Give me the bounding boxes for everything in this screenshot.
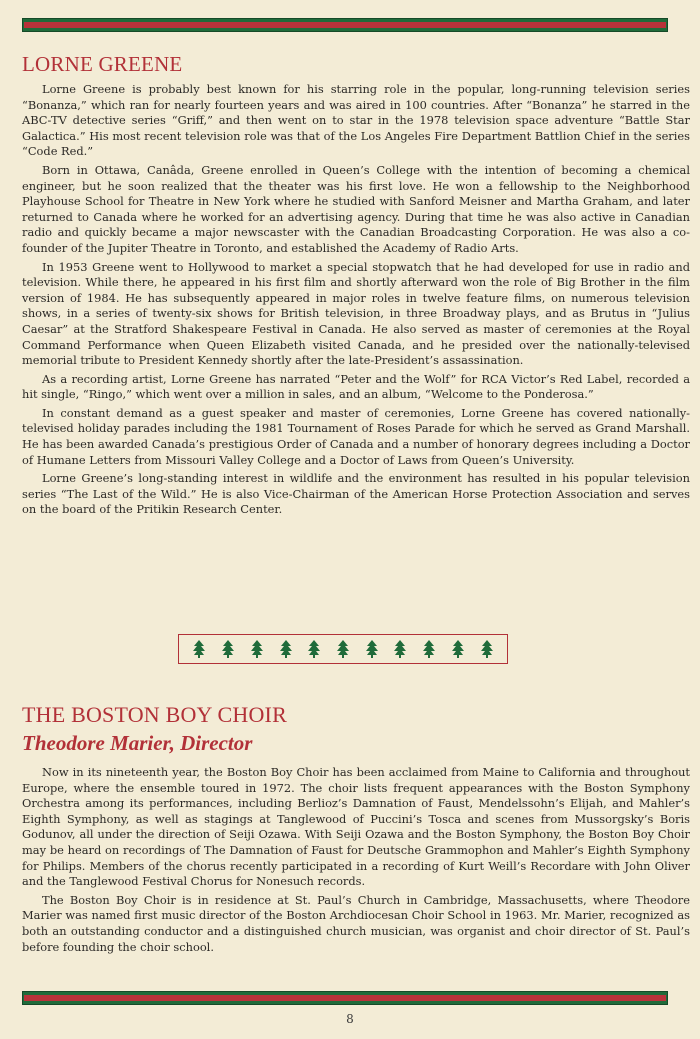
pine-tree-icon — [193, 640, 205, 658]
director-subheading: Theodore Marier, Director — [22, 731, 253, 755]
pine-tree-icon — [337, 640, 349, 658]
pine-tree-icon — [366, 640, 378, 658]
bio-paragraph: The Boston Boy Choir is in residence at St. Paul’s Church in Cambridge, Massachusetts, where Theodore Marier was named first music director of the Boston Archdiocesan Choir School in 1963. Mr. Marier, recognized as both an outstanding conductor and a distinguished church musician, was organist and choir director of St. Paul’s before founding the choir school. — [22, 892, 690, 954]
boston-boy-choir-heading: THE BOSTON BOY CHOIR — [22, 702, 287, 727]
lorne-greene-bio — [22, 82, 690, 521]
bio-paragraph: As a recording artist, Lorne Greene has narrated “Peter and the Wolf” for RCA Victor’s Red Label, recorded a hit single, “Ringo,” which went over a million in sales, and an album, “Welcome to the Ponderosa.” — [22, 371, 690, 402]
pine-tree-icon — [308, 640, 320, 658]
bio-paragraph: Born in Ottawa, Canâda, Greene enrolled in Queen’s College with the intention of becoming a chemical engineer, but he soon realized that the theater was his first love. He won a fellowship to the Neighborhood Playhouse School for Theatre in New York where he studied with Sanford Meisner and Martha Graham, and later returned to Canada where he worked for an advertising agency. During that time he was also active in Canadian radio and quickly became a major newscaster with the Canadian Broadcasting Corporation. He was also a co-founder of the Jupiter Theatre in Toronto, and established the Academy of Radio Arts. — [22, 162, 690, 255]
bio-paragraph: In 1953 Greene went to Hollywood to market a special stopwatch that he had developed for use in radio and television. While there, he appeared in his first film and shortly afterward won the role of Big Brother in the film version of 1984. He has subsequently appeared in major roles in twelve feature films, on numerous television shows, in a series of twenty-six shows for British television, in three Broadway plays, and as Brutus in “Julius Caesar” at the Stratford Shakespeare Festival in Canada. He also served as master of ceremonies at the Royal Command Performance when Queen Elizabeth visited Canada, and he presided over the nationally-televised memorial tribute to President Kennedy shortly after the late-President’s assassination. — [22, 259, 690, 368]
boston-boy-choir-bio — [22, 765, 690, 958]
top-border-band — [22, 18, 668, 32]
pine-tree-icon — [280, 640, 292, 658]
bio-paragraph: Lorne Greene is probably best known for his starring role in the popular, long-running television series “Bonanza,” which ran for nearly fourteen years and was aired in 100 countries. After “Bonanza” he starred in the ABC-TV detective series “Griff,” and then went on to star in the 1978 television space adventure “Battle Star Galactica.” His most recent television role was that of the Los Angeles Fire Department Battlion Chief in the series “Code Red.” — [22, 82, 690, 159]
pine-tree-icon — [222, 640, 234, 658]
lorne-greene-heading: LORNE GREENE — [22, 52, 183, 76]
pine-tree-icon — [251, 640, 263, 658]
pine-tree-icon — [481, 640, 493, 658]
bio-paragraph: Now in its nineteenth year, the Boston Boy Choir has been acclaimed from Maine to California and throughout Europe, where the ensemble toured in 1972. The choir lists frequent appearances with the Boston Symphony Orchestra among its performances, including Berlioz’s Damnation of Faust, Mendelssohn’s Elijah, and Mahler’s Eighth Symphony, as well as stagings at Tanglewood of Puccini’s Tosca and scenes from Mussorgsky’s Boris Godunov, all under the direction of Seiji Ozawa. With Seiji Ozawa and the Boston Symphony, the Boston Boy Choir may be heard on recordings of The Damnation of Faust for Deutsche Grammophon and Mahler’s Eighth Symphony for Philips. Members of the chorus recently participated in a recording of Kurt Weill’s Recordare with John Oliver and the Tanglewood Festival Chorus for Nonesuch records. — [22, 765, 690, 889]
tree-ornament-divider — [178, 634, 508, 664]
bottom-border-band — [22, 991, 668, 1005]
page-number: 8 — [346, 1012, 354, 1026]
bio-paragraph: In constant demand as a guest speaker and master of ceremonies, Lorne Greene has covered nationally-televised holiday parades including the 1981 Tournament of Roses Parade for which he served as Grand Marshall. He has been awarded Canada’s prestigious Order of Canada and a number of honorary degrees including a Doctor of Humane Letters from Missouri Valley College and a Doctor of Laws from Queen’s University. — [22, 405, 690, 467]
pine-tree-icon — [423, 640, 435, 658]
pine-tree-icon — [394, 640, 406, 658]
bio-paragraph: Lorne Greene’s long-standing interest in wildlife and the environment has resulted in his popular television series “The Last of the Wild.” He is also Vice-Chairman of the American Horse Protection Association and serves on the board of the Pritikin Research Center. — [22, 471, 690, 517]
pine-tree-icon — [452, 640, 464, 658]
